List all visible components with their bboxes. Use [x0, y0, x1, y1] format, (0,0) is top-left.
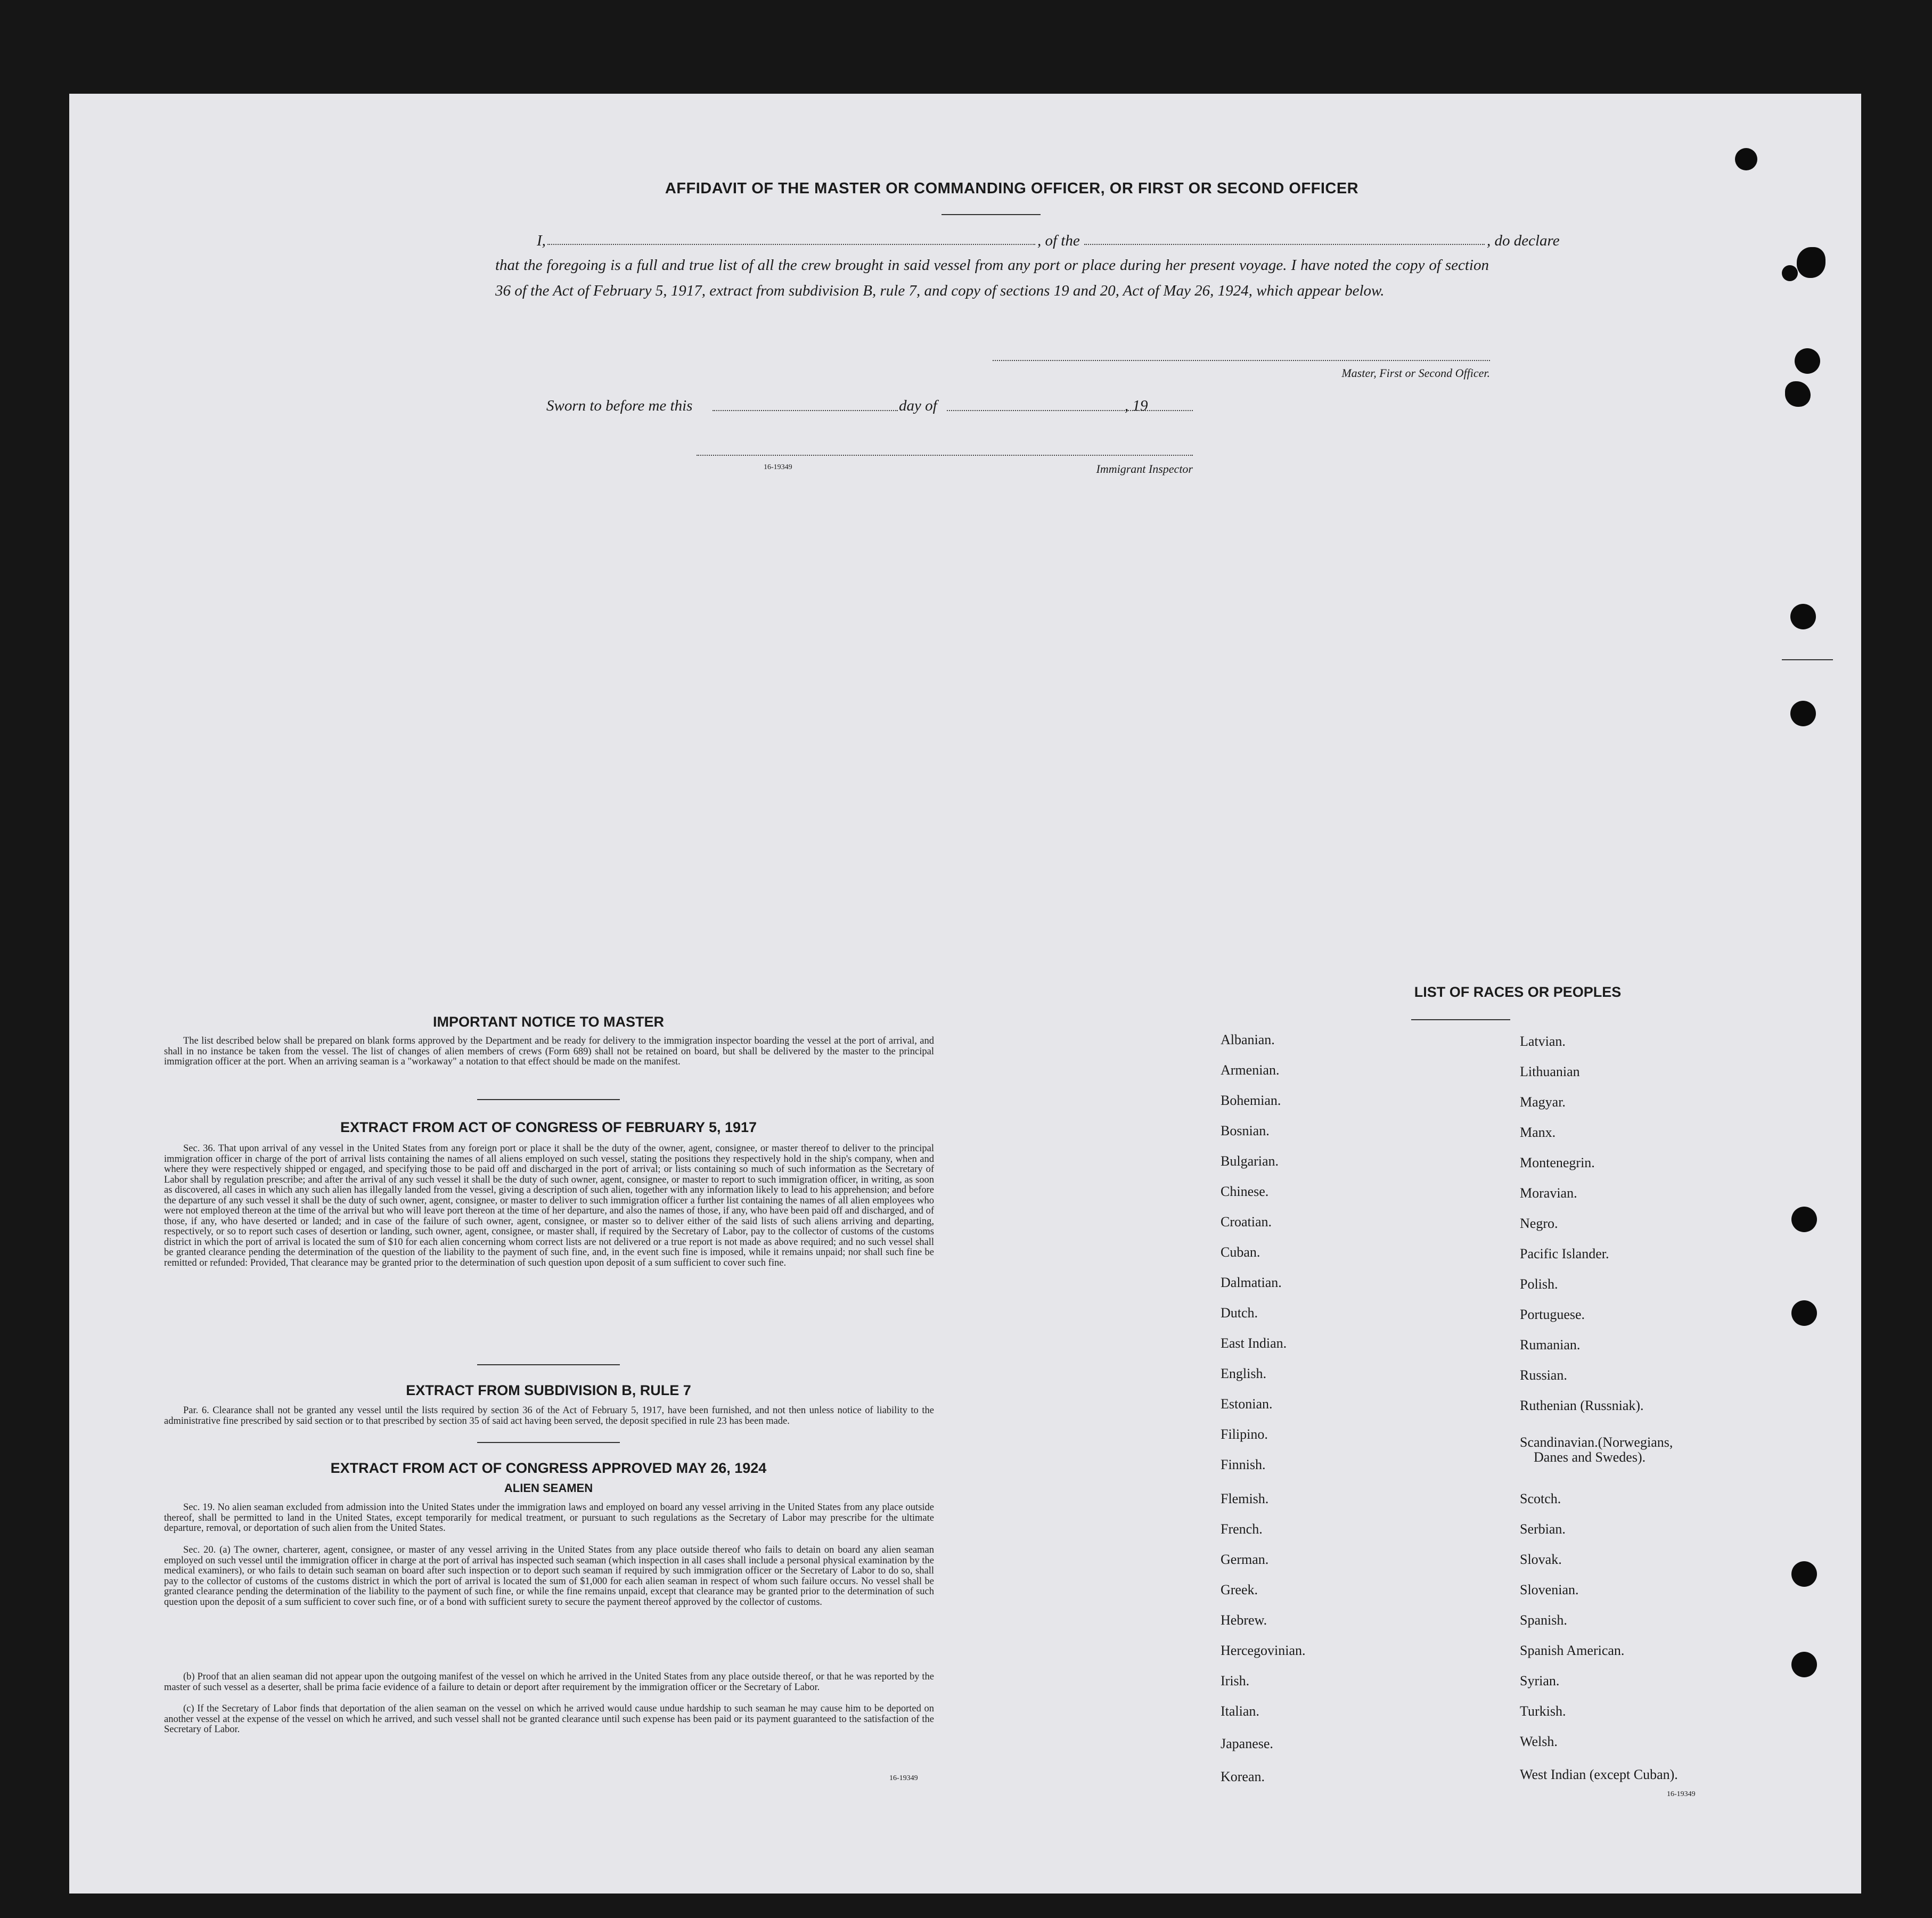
- race-item: Russian.: [1520, 1367, 1567, 1383]
- extract-1924-heading: EXTRACT FROM ACT OF CONGRESS APPROVED MAY 26, 1924: [330, 1460, 767, 1476]
- races-divider: [1411, 1019, 1510, 1020]
- race-item: Rumanian.: [1520, 1337, 1581, 1353]
- form-number-left: 16-19349: [889, 1774, 918, 1782]
- race-item: Filipino.: [1221, 1427, 1268, 1442]
- race-item: Negro.: [1520, 1216, 1558, 1231]
- notice-heading: IMPORTANT NOTICE TO MASTER: [433, 1014, 664, 1030]
- punch-hole: [1735, 148, 1757, 170]
- sworn-day-of-label: day of: [899, 397, 937, 414]
- race-item: Turkish.: [1520, 1703, 1566, 1719]
- race-item: Welsh.: [1520, 1734, 1558, 1749]
- inspector-signature-field[interactable]: [697, 455, 1193, 456]
- notice-text: The list described below shall be prepared on blank forms approved by the Department and be ready for delivery to the immigration inspector boarding the vessel at the port of arrival, and shall in no instance be taken from the vessel. The list of changes of alien members of crews (Form 689) shall not be retained on board, but shall be delivered by the master to the principal immigration officer at the port. When an arriving seaman is a "workaway" a notation to that effect should be made on the manifest.: [164, 1036, 934, 1067]
- race-item: Armenian.: [1221, 1062, 1280, 1078]
- race-item: Greek.: [1221, 1582, 1258, 1597]
- race-item-continuation: Danes and Swedes).: [1534, 1449, 1646, 1465]
- sworn-year-field[interactable]: [1156, 410, 1193, 411]
- punch-hole: [1791, 1561, 1817, 1587]
- rule7-divider: [477, 1442, 620, 1443]
- sec20c-text: (c) If the Secretary of Labor finds that deportation of the alien seaman on the vessel on which he arrived would cause undue hardship to such seaman he may cause him to be deported on another vessel at the expense of the vessel on which he arrived, and such vessel shall not be granted clearance until such expense has been paid or its payment guaranteed to the satisfaction of the Secretary of Labor.: [164, 1703, 934, 1735]
- race-item: Dalmatian.: [1221, 1275, 1282, 1290]
- affidavit-declare-label: , do declare: [1487, 232, 1560, 249]
- race-item: Slovenian.: [1520, 1582, 1579, 1597]
- race-item: Polish.: [1520, 1276, 1558, 1292]
- form-number-right: 16-19349: [1667, 1790, 1696, 1798]
- sec20a-text: Sec. 20. (a) The owner, charterer, agent, consignee, or master of any vessel arriving in the United States from any place outside thereof who fails to detain on board any alien seaman employed on such vessel until the immigration officer in charge at the port of arrival has inspected such seaman (which inspection in all cases shall include a personal physical examination by the medical examiners), or who fails to detain such seaman on board after such inspection or to deport such seaman if required by such immigration officer or the Secretary of Labor to do so, shall pay to the collector of customs of the customs district in which the port of arrival is located the sum of $1,000 for each alien seaman in respect of whom such failure occurs. No vessel shall be granted clearance pending the determination of the liability to the payment of such fine, or while the fine remains unpaid, except that clearance may be granted prior to the determination of such question upon the deposit of a sum sufficient to cover such fine, or of a bond with sufficient surety to secure the payment thereof approved by the collector of customs.: [164, 1545, 934, 1608]
- race-item: Irish.: [1221, 1673, 1250, 1689]
- inspector-label: Immigrant Inspector: [1096, 462, 1193, 476]
- race-item: Montenegrin.: [1520, 1155, 1595, 1170]
- race-item: Hebrew.: [1221, 1612, 1267, 1628]
- punch-hole: [1795, 348, 1820, 374]
- race-item: Lithuanian: [1520, 1064, 1580, 1079]
- master-signature-label: Master, First or Second Officer.: [1341, 366, 1490, 380]
- officer-name-field[interactable]: [547, 244, 1035, 245]
- race-item: English.: [1221, 1366, 1266, 1381]
- ink-blot: [1782, 265, 1798, 281]
- race-item: Chinese.: [1221, 1184, 1269, 1199]
- races-heading: LIST OF RACES OR PEOPLES: [1414, 984, 1622, 1000]
- race-item: Estonian.: [1221, 1396, 1273, 1412]
- race-item: Croatian.: [1221, 1214, 1272, 1230]
- race-item: Hercegovinian.: [1221, 1643, 1306, 1658]
- punch-hole: [1790, 701, 1816, 726]
- race-item: Latvian.: [1520, 1034, 1566, 1049]
- race-item: Bulgarian.: [1221, 1153, 1279, 1169]
- race-item: Cuban.: [1221, 1244, 1260, 1260]
- race-item: Spanish.: [1520, 1612, 1567, 1628]
- race-item: East Indian.: [1221, 1335, 1287, 1351]
- vessel-name-field[interactable]: [1084, 244, 1485, 245]
- race-item: Slovak.: [1520, 1552, 1562, 1567]
- extract-1917-divider: [477, 1364, 620, 1365]
- race-item: Dutch.: [1221, 1305, 1258, 1321]
- punch-hole: [1791, 1207, 1817, 1232]
- sec19-text: Sec. 19. No alien seaman excluded from admission into the United States under the immigration laws and employed on board any vessel arriving in the United States from any place outside thereof, shall be permitted to land in the United States, except temporarily for medical treatment, or pursuant to such regulations as the Secretary of Labor may prescribe for the ultimate departure, removal, or deportation of such alien from the United States.: [164, 1502, 934, 1534]
- rule7-text: Par. 6. Clearance shall not be granted any vessel until the lists required by section 36 of the Act of February 5, 1917, have been furnished, and not then unless notice of liability to the administrative fine prescribed by said section or to that prescribed by section 35 of said act having been served, the deposit specified in rule 23 has been made.: [164, 1405, 934, 1427]
- race-item: Moravian.: [1520, 1185, 1577, 1201]
- alien-seamen-subheading: ALIEN SEAMEN: [504, 1481, 593, 1495]
- race-item: Korean.: [1221, 1769, 1265, 1784]
- race-item: Finnish.: [1221, 1457, 1266, 1472]
- margin-mark: [1782, 659, 1833, 660]
- ink-blot: [1797, 247, 1825, 278]
- race-item: Syrian.: [1520, 1673, 1560, 1689]
- race-item: Magyar.: [1520, 1094, 1566, 1110]
- affidavit-title: AFFIDAVIT OF THE MASTER OR COMMANDING OFFICER, OR FIRST OR SECOND OFFICER: [665, 180, 1359, 197]
- title-divider: [942, 214, 1041, 215]
- race-item: Pacific Islander.: [1520, 1246, 1609, 1261]
- affidavit-i-label: I,: [537, 232, 546, 249]
- extract-1917-text: Sec. 36. That upon arrival of any vessel in the United States from any foreign port or place it shall be the duty of the owner, agent, consignee, or master thereof to deliver to the principal immigration officer in charge of the port of arrival lists containing the names of all aliens employed on such vessel, stating the positions they respectively hold in the ship's company, when and where they were respectively shipped or engaged, and specifying those to be paid off and discharged in the port of arrival; or lists containing so much of such information as the Secretary of Labor shall by regulation prescribe; and after the arrival of any such vessel it shall be the duty of such owner, agent, consignee, or master to report to such immigration officer, in writing, as soon as discovered, all cases in which any such alien has illegally landed from the vessel, giving a description of such alien, together with any information likely to lead to his apprehension; and before the departure of any such vessel it shall be the duty of such owner, agent, consignee, or master to deliver to such immigration officer a further list containing the names of all alien employees who were not employed thereon at the time of the arrival but who will leave port thereon at the time of her departure, and also the names of those, if any, who have been paid off and discharged, and of those, if any, who have deserted or landed; and in case of the failure of such owner, agent, consignee, or master so to deliver either of the said lists of such aliens arriving and departing, respectively, or so to report such cases of desertion or landing, such owner, agent, consignee, or master shall, if required by the Secretary of Labor, pay to the collector of customs of the customs district in which the port of arrival is located the sum of $10 for each alien concerning whom correct lists are not delivered or a true report is not made as above required; and no such vessel shall be granted clearance pending the determination of the question of the liability to the payment of such fine, and, in the event such fine is imposed, while it remains unpaid; nor shall such fine be remitted or refunded: Provided, That clearance may be granted prior to the determination of such question upon deposit of a sum sufficient to cover such fine.: [164, 1143, 934, 1268]
- race-item: Scandinavian.(Norwegians,: [1520, 1435, 1673, 1450]
- extract-1917-heading: EXTRACT FROM ACT OF CONGRESS OF FEBRUARY 5, 1917: [340, 1119, 757, 1135]
- sworn-label: Sworn to before me this: [546, 397, 693, 414]
- notice-divider: [477, 1099, 620, 1100]
- race-item: Serbian.: [1520, 1521, 1566, 1537]
- race-item: Albanian.: [1221, 1032, 1275, 1047]
- affidavit-of-the-label: , of the: [1037, 232, 1080, 249]
- race-item: French.: [1221, 1521, 1263, 1537]
- race-item: Manx.: [1520, 1125, 1556, 1140]
- sec20b-text: (b) Proof that an alien seaman did not appear upon the outgoing manifest of the vessel on which he arrived in the United States from any place outside thereof, or that he was reported by the master of such vessel as a deserter, shall be prima facie evidence of a failure to detain or deport after requirement by the immigration officer or the Secretary of Labor.: [164, 1671, 934, 1693]
- race-item: Portuguese.: [1520, 1307, 1585, 1322]
- punch-hole: [1790, 604, 1816, 629]
- race-item: West Indian (except Cuban).: [1520, 1767, 1678, 1782]
- master-signature-field[interactable]: [993, 360, 1490, 361]
- race-item: German.: [1221, 1552, 1269, 1567]
- ink-blot: [1785, 381, 1811, 407]
- sworn-year-label: , 19: [1125, 397, 1148, 414]
- race-item: Ruthenian (Russniak).: [1520, 1398, 1644, 1413]
- affidavit-paragraph: that the foregoing is a full and true list of all the crew brought in said vessel from any port or place during her present voyage. I have noted the copy of section 36 of the Act of February 5, 1917, extract from subdivision B, rule 7, and copy of sections 19 and 20, Act of May 26, 1924, which appear below.: [495, 257, 1489, 299]
- race-item: Flemish.: [1221, 1491, 1269, 1506]
- form-number-top: 16-19349: [764, 463, 792, 471]
- race-item: Scotch.: [1520, 1491, 1561, 1506]
- sworn-date-field[interactable]: [713, 410, 898, 411]
- rule7-heading: EXTRACT FROM SUBDIVISION B, RULE 7: [406, 1382, 691, 1398]
- document-sheet: [69, 94, 1861, 1894]
- race-item: Bohemian.: [1221, 1093, 1281, 1108]
- race-item: Japanese.: [1221, 1736, 1273, 1751]
- punch-hole: [1791, 1300, 1817, 1326]
- race-item: Italian.: [1221, 1703, 1259, 1719]
- race-item: Bosnian.: [1221, 1123, 1270, 1138]
- race-item: Spanish American.: [1520, 1643, 1625, 1658]
- punch-hole: [1791, 1652, 1817, 1677]
